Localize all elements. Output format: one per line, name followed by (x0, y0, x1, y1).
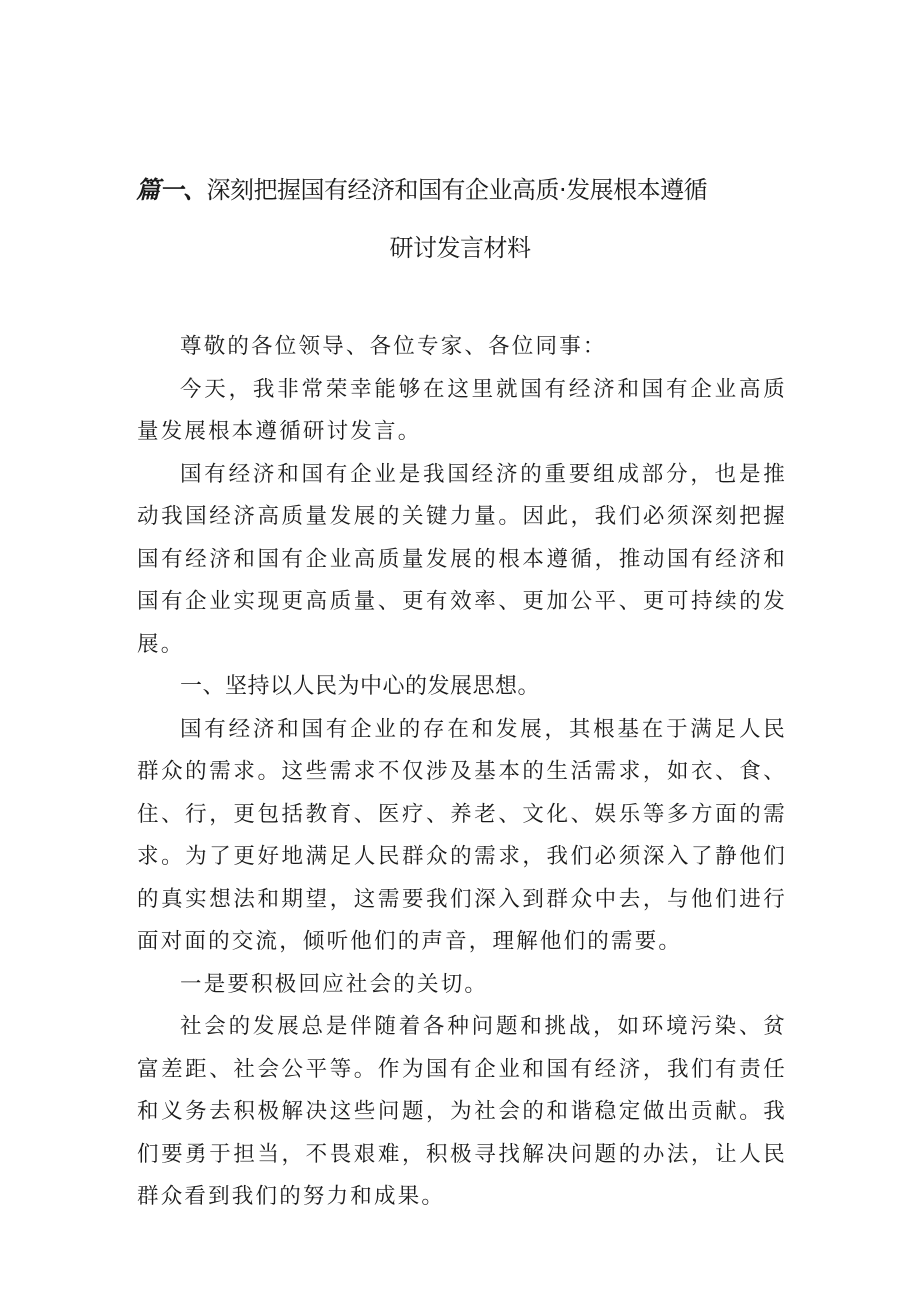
paragraph-context: 国有经济和国有企业是我国经济的重要组成部分，也是推动我国经济高质量发展的关键力量。因此，我们必须深刻把握国有经济和国有企业高质量发展的根本遵循，推动国有经济和国有企业实现更高质量、更有效率、更加公平、更可持续的发展。 (137, 461, 787, 657)
title-main: 深刻把握国有经济和国有企业高质·发展根本遵循 (206, 176, 708, 204)
document-title (136, 172, 707, 208)
paragraph-society: 社会的发展总是伴随着各种问题和挑战，如环境污染、贫富差距、社会公平等。作为国有企业和国有经济，我们有责任和义务去积极解决这些问题，为社会的和谐稳定做出贡献。我们要勇于担当，不畏艰难，积极寻找解决问题的办法，让人民群众看到我们的努力和成果。 (137, 1014, 787, 1209)
paragraph-needs: 国有经济和国有企业的存在和发展，其根基在于满足人民群众的需求。这些需求不仅涉及基本的生活需求，如衣、食、住、行，更包括教育、医疗、养老、文化、娱乐等多方面的需求。为了更好地满足人民群众的需求，我们必须深入了静他们的真实想法和期望，这需要我们深入到群众中去，与他们进行面对面的交流，倾听他们的声音，理解他们的需要。 (137, 716, 787, 954)
document-subtitle: 研讨发言材料 (389, 234, 531, 262)
paragraph-intro: 今天，我非常荣幸能够在这里就国有经济和国有企业高质量发展根本遵循研讨发言。 (137, 376, 787, 444)
salutation: 尊敬的各位领导、各位专家、各位同事： (180, 334, 607, 359)
subheading-point-one: 一是要积极回应社会的关切。 (180, 971, 489, 997)
document-body (137, 326, 787, 1219)
section-heading: 一、坚持以人民为中心的发展思想。 (180, 674, 541, 699)
title-prefix: 篇一、 (136, 176, 207, 204)
